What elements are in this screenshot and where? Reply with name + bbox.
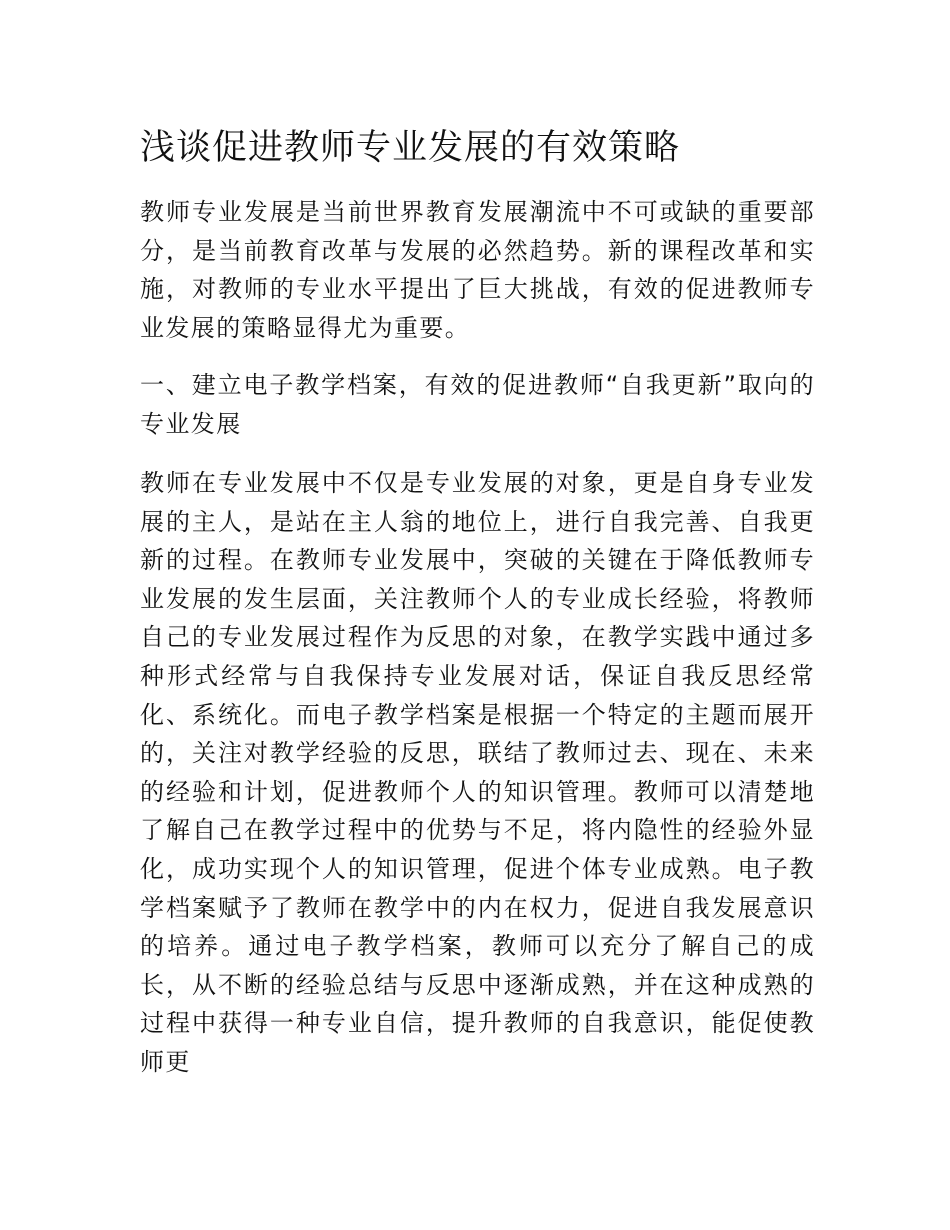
- intro-paragraph: 教师专业发展是当前世界教育发展潮流中不可或缺的重要部分，是当前教育改革与发展的必然趋势。新的课程改革和实施，对教师的专业水平提出了巨大挑战，有效的促进教师专业发展的策略显得尤为重要。: [140, 198, 815, 342]
- section-heading: 一、建立电子教学档案，有效的促进教师“自我更新”取向的专业发展: [140, 371, 815, 438]
- document-title: 浅谈促进教师专业发展的有效策略: [140, 128, 681, 168]
- body-paragraph: 教师在专业发展中不仅是专业发展的对象，更是自身专业发展的主人，是站在主人翁的地位上，进行自我完善、自我更新的过程。在教师专业发展中，突破的关键在于降低教师专业发展的发生层面，关注教师个人的专业成长经验，将教师自己的专业发展过程作为反思的对象，在教学实践中通过多种形式经常与自我保持专业发展对话，保证自我反思经常化、系统化。而电子教学档案是根据一个特定的主题而展开的，关注对教学经验的反思，联结了教师过去、现在、未来的经验和计划，促进教师个人的知识管理。教师可以清楚地了解自己在教学过程中的优势与不足，将内隐性的经验外显化，成功实现个人的知识管理，促进个体专业成熟。电子教学档案赋予了教师在教学中的内在权力，促进自我发展意识的培养。通过电子教学档案，教师可以充分了解自己的成长，从不断的经验总结与反思中逐渐成熟，并在这种成熟的过程中获得一种专业自信，提升教师的自我意识，能促使教师更: [140, 469, 815, 1076]
